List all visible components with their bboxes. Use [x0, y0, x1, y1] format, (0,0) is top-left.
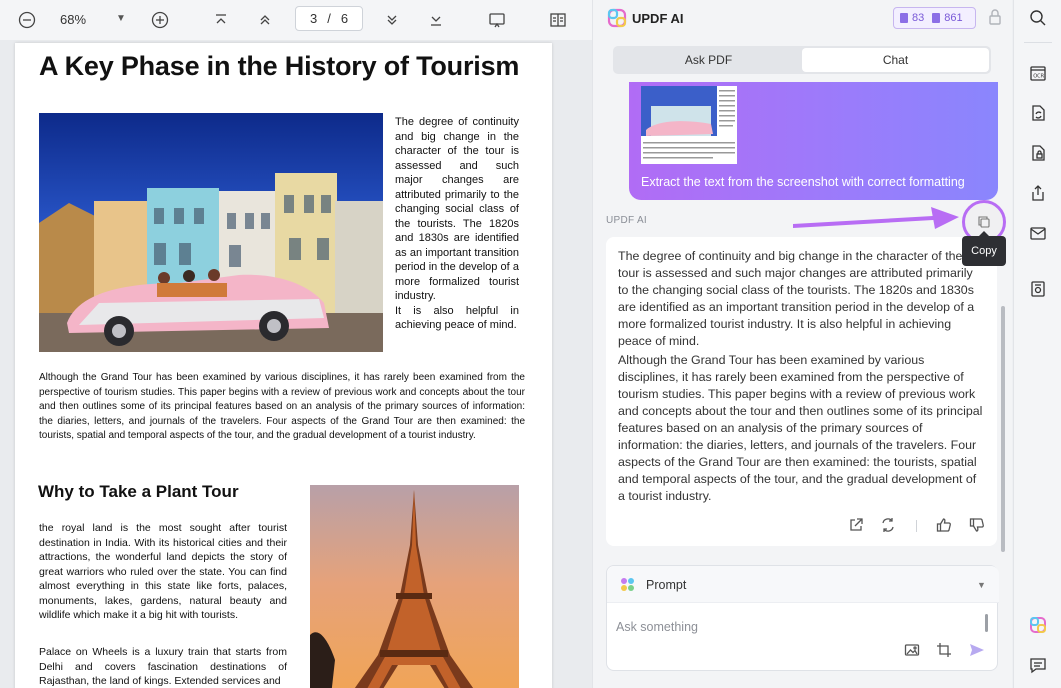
tab-chat[interactable]: Chat: [802, 48, 989, 72]
prompt-dropdown-icon[interactable]: ▼: [977, 580, 986, 590]
ask-input[interactable]: [616, 616, 976, 638]
user-message-bubble: [629, 82, 998, 200]
annotation-arrow-icon: [793, 206, 963, 232]
crop-screenshot-icon[interactable]: [936, 642, 954, 660]
column-text-1: the royal land is the most sought after tourist destination in India. With its historical cities and their attractions, the wonderful land depicts the story of great warriors who ruled over the state. You can find almost everything in this state like forts, palaces, monuments, lakes, gardens, natural beauty and wildlife which make it a big hit with tourists.: [39, 522, 287, 621]
updf-ai-icon[interactable]: [1029, 616, 1049, 636]
share-icon[interactable]: [1029, 184, 1049, 204]
updf-ai-logo-icon: [607, 8, 627, 28]
copy-tooltip: Copy: [962, 236, 1006, 266]
next-page-icon[interactable]: [381, 9, 403, 31]
image-upload-icon[interactable]: [904, 642, 922, 660]
ai-panel-title: UPDF AI: [632, 11, 684, 26]
section-subtitle: Why to Take a Plant Tour: [38, 482, 239, 501]
ocr-icon[interactable]: [1029, 64, 1049, 84]
ai-response-text[interactable]: [618, 248, 986, 507]
zoom-dropdown-icon[interactable]: ▼: [116, 13, 126, 24]
side-column-text: The degree of continuity and big change in the character of the tour is assessed and such major changes are attributed primarily to the changing social class of the tourists. The 1820s and 1830s are identified as an important transition period in the develop of a more formalized tourist industry. It is also helpful in achieving peace of mind.: [395, 116, 519, 331]
user-message-text: Extract the text from the screenshot with correct formatting: [641, 175, 965, 189]
chat-credit-icon: [932, 13, 940, 23]
ai-response-card: [606, 237, 997, 546]
copy-icon: [977, 215, 991, 229]
document-viewport[interactable]: [0, 40, 592, 688]
first-page-icon[interactable]: [210, 9, 232, 31]
eiffel-tower-image: [310, 485, 519, 688]
input-scrollbar: [985, 614, 988, 632]
zoom-level[interactable]: 68%: [60, 12, 87, 27]
page-number-input[interactable]: [295, 6, 363, 31]
search-icon[interactable]: [1029, 9, 1049, 29]
prompt-selector[interactable]: [607, 566, 999, 603]
prompt-label: Prompt: [646, 578, 687, 592]
file-credit-icon: [900, 13, 908, 23]
credits-b: 861: [944, 12, 963, 24]
email-icon[interactable]: [1029, 224, 1049, 244]
reading-mode-icon[interactable]: [547, 9, 569, 31]
prompt-dots-icon: [620, 577, 635, 592]
response-actions: [606, 517, 997, 539]
page-separator: /: [327, 11, 331, 26]
presentation-icon[interactable]: [486, 9, 508, 31]
current-page: 3: [309, 11, 318, 26]
send-icon[interactable]: [969, 642, 987, 660]
ai-mode-tabs: [613, 46, 991, 74]
ai-header: [593, 0, 1013, 36]
tab-ask-pdf[interactable]: Ask PDF: [684, 53, 733, 67]
viewer-toolbar: [0, 0, 592, 40]
svg-text:OCR: OCR: [1033, 73, 1045, 80]
lock-icon[interactable]: [986, 8, 1004, 26]
page-title: A Key Phase in the History of Tourism: [39, 51, 520, 81]
action-divider: [916, 520, 917, 532]
ai-response-paragraph-1: The degree of continuity and big change in the character of the tour is assessed and such major changes are attributed primarily to the changing social class of the tourists. The 1820s and 1830s are identified as an important transition period in the develop of a more formalized tourist industry. It is also helpful in achieving peace of mind.: [618, 249, 975, 348]
export-icon[interactable]: [848, 517, 866, 535]
prompt-composer: [606, 565, 998, 671]
comment-icon[interactable]: [1029, 656, 1049, 676]
pdf-page: [15, 43, 552, 688]
chat-thread[interactable]: [593, 80, 1013, 555]
havana-car-image: [39, 113, 383, 352]
convert-pdf-icon[interactable]: [1029, 104, 1049, 124]
credits-badge[interactable]: [893, 7, 976, 29]
rail-divider: [1024, 42, 1052, 43]
chat-scrollbar[interactable]: [1001, 306, 1005, 552]
credits-a: 83: [912, 12, 925, 24]
save-icon[interactable]: [1029, 280, 1049, 300]
ai-sender-label: UPDF AI: [606, 215, 647, 226]
zoom-in-icon[interactable]: [149, 9, 171, 31]
thumbs-down-icon[interactable]: [969, 517, 987, 535]
ai-response-paragraph-2: Although the Grand Tour has been examined by various disciplines, it has rarely been examined from the perspective of tourism studies. This paper begins with a review of previous work and concepts about the tour and then outlines some of its principal features based on an analysis of the primary sources of information: the diaries, letters, and journals of the travelers. Four aspects of the Grand Tour are then examined: the tourists, spatial and temporal aspects of the tour, and the gradual development of a tourist industry.: [618, 353, 983, 503]
column-text-2: Palace on Wheels is a luxury train that starts from Delhi and covers fascination destinations of Rajasthan, the land of kings. Extended services and: [39, 646, 287, 687]
total-pages: 6: [340, 11, 349, 26]
thumbs-up-icon[interactable]: [936, 517, 954, 535]
ai-assistant-panel: [592, 0, 1012, 688]
body-paragraph: Although the Grand Tour has been examined by various disciplines, it has rarely been examined from the perspective of tourism studies. This paper begins with a review of previous work and concepts about the tour and then outlines some of its principal features based on an analysis of the primary sources of information: the diaries, letters, and journals of the travelers. Four aspects of the Grand Tour are then examined: the tourists, spatial and temporal aspects of the tour, and the gradual development of a tourist industry.: [39, 372, 525, 441]
last-page-icon[interactable]: [425, 9, 447, 31]
right-tool-rail: [1013, 0, 1061, 688]
protect-pdf-icon[interactable]: [1029, 144, 1049, 164]
regenerate-icon[interactable]: [880, 517, 898, 535]
prev-page-icon[interactable]: [254, 9, 276, 31]
zoom-out-icon[interactable]: [16, 9, 38, 31]
attached-screenshot-thumbnail[interactable]: [641, 86, 737, 164]
